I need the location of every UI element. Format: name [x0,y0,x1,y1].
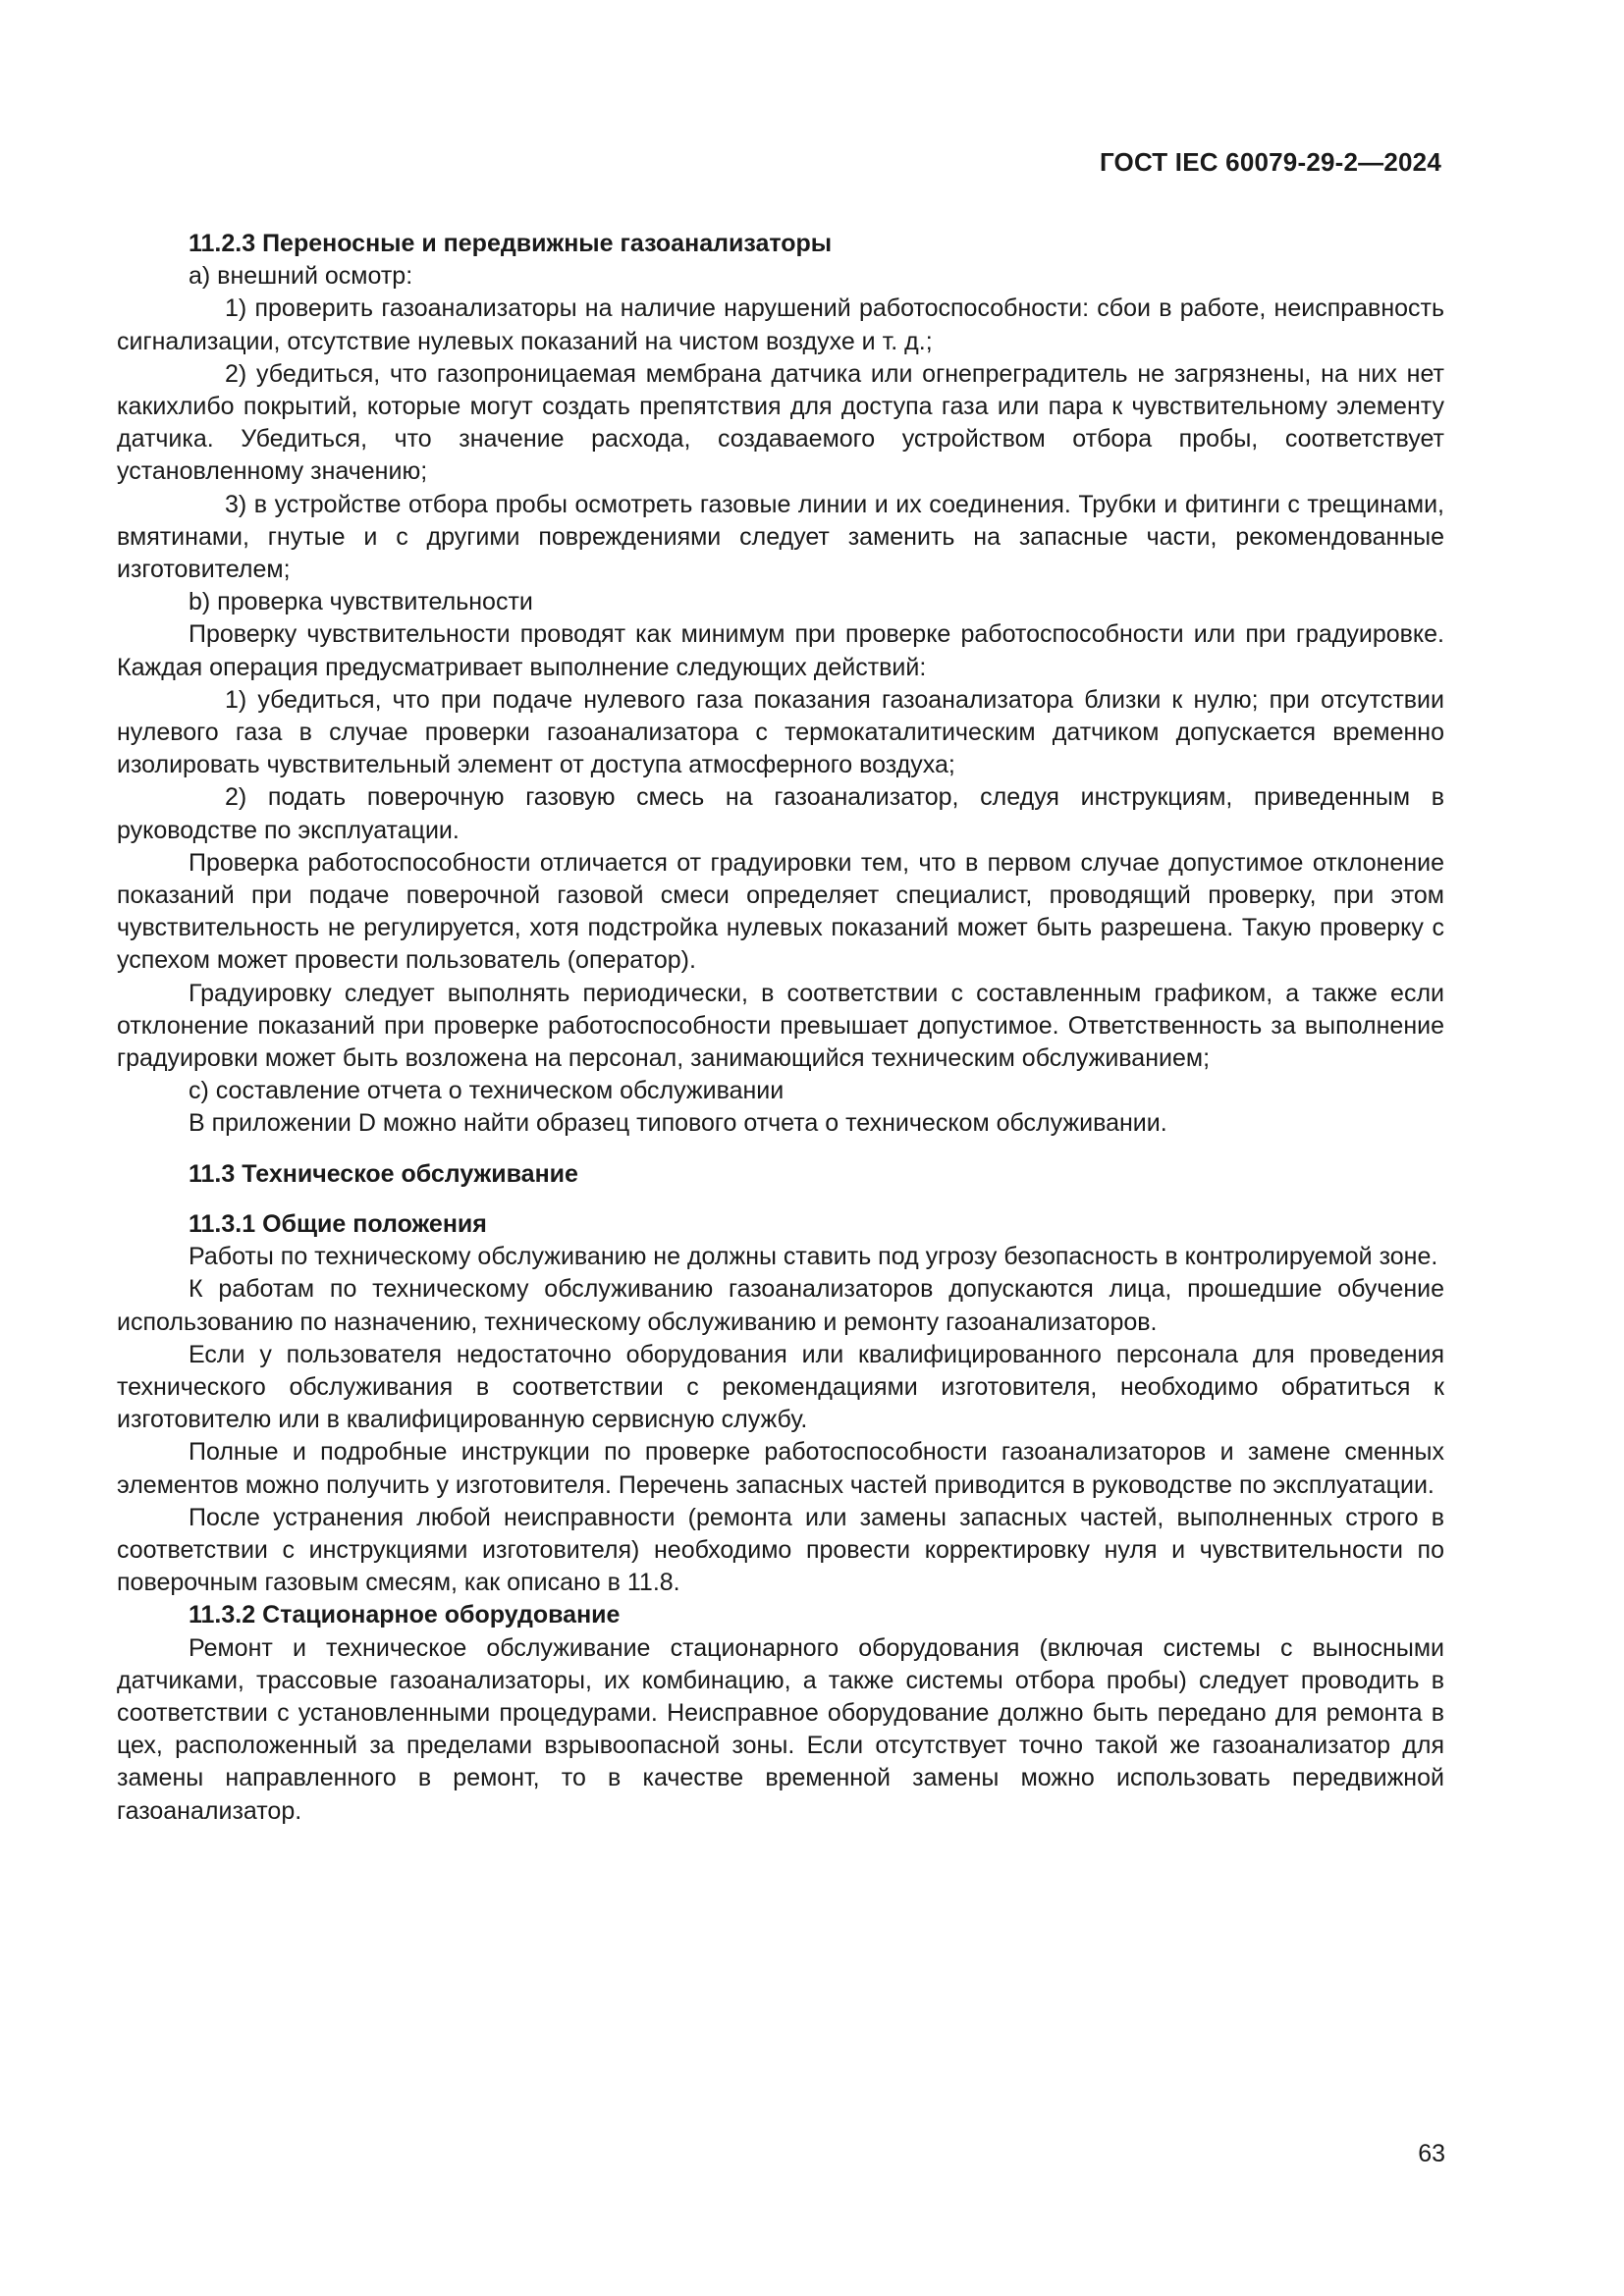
paragraph: Градуировку следует выполнять периодически, в соответствии с составленным графиком, а также если отклонение показаний при проверке работоспособности превышает допустимое. Ответственность за выполнение градуировки может быть возложена на персонал, занимающийся техническим обслуживанием; [117,979,1444,1073]
list-subitem-a2: 2) убедиться, что газопроницаемая мембрана датчика или огнепреградитель не загрязнены, на них нет какихлибо покрытий, которые могут создать препятствия для доступа газа или пара к чувствительному элементу датчика. Убедиться, что значение расхода, создаваемого устройством отбора пробы, соответствует установленному значению; [117,359,1444,486]
list-item-a: а) внешний осмотр: [189,262,413,291]
section-heading-11-2-3: 11.2.3 Переносные и передвижные газоанализаторы [189,230,833,257]
list-subitem-b1: 1) убедиться, что при подаче нулевого газа показания газоанализатора близки к нулю; при отсутствии нулевого газа в случае проверки газоанализатора с термокаталитическим датчиком допускается временно изолировать чувствительный элемент от доступа атмосферного воздуха; [117,685,1444,779]
standard-code-header: ГОСТ IEC 60079-29-2—2024 [1099,147,1441,177]
list-item-c: с) составление отчета о техническом обслуживании [189,1077,785,1105]
section-heading-11-3-2: 11.3.2 Стационарное оборудование [189,1601,621,1629]
list-subitem-b2: 2) подать поверочную газовую смесь на газоанализатор, следуя инструкциям, приведенным в руководстве по эксплуатации. [117,783,1444,844]
document-body [117,228,1444,1828]
section-heading-11-3-1: 11.3.1 Общие положения [189,1209,487,1238]
paragraph: К работам по техническому обслуживанию газоанализаторов допускаются лица, прошедшие обучение использованию по назначению, техническому обслуживанию и ремонту газоанализаторов. [117,1275,1444,1336]
list-subitem-a1: 1) проверить газоанализаторы на наличие нарушений работоспособности: сбои в работе, неисправность сигнализации, отсутствие нулевых показаний на чистом воздухе и т. д.; [117,294,1444,355]
paragraph: Проверка работоспособности отличается от градуировки тем, что в первом случае допустимое отклонение показаний при подаче поверочной газовой смеси определяет специалист, проводящий проверку, при этом чувствительность не регулируется, хотя подстройка нулевых показаний может быть разрешена. Такую проверку с успехом может провести пользователь (оператор). [117,848,1444,975]
paragraph: Ремонт и техническое обслуживание стационарного оборудования (включая системы с выносными датчиками, трассовые газоанализаторы, их комбинацию, а также системы отбора пробы) следует проводить в соответствии с установленными процедурами. Неисправное оборудование должно быть передано для ремонта в цех, расположенный за пределами взрывоопасной зоны. Если отсутствует точно такой же газоанализатор для замены направленного в ремонт, то в качестве временной замены можно использовать передвижной газоанализатор. [117,1633,1444,1825]
paragraph: Проверку чувствительности проводят как минимум при проверке работоспособности или при градуировке. Каждая операция предусматривает выполнение следующих действий: [117,620,1444,681]
list-item-b: b) проверка чувствительности [189,588,533,616]
paragraph: Если у пользователя недостаточно оборудования или квалифицированного персонала для проведения технического обслуживания в соответствии с рекомендациями изготовителя, необходимо обратиться к изготовителю или в квалифицированную сервисную службу. [117,1340,1444,1434]
paragraph: Полные и подробные инструкции по проверке работоспособности газоанализаторов и замене сменных элементов можно получить у изготовителя. Перечень запасных частей приводится в руководстве по эксплуатации. [117,1438,1444,1499]
page-number: 63 [1418,2140,1445,2167]
paragraph: После устранения любой неисправности (ремонта или замены запасных частей, выполненных строго в соответствии с инструкциями изготовителя) необходимо провести корректировку нуля и чувствительности по поверочным газовым смесям, как описано в 11.8. [117,1503,1444,1597]
list-subitem-a3: 3) в устройстве отбора пробы осмотреть газовые линии и их соединения. Трубки и фитинги с трещинами, вмятинами, гнутые и с другими повреждениями следует заменить на запасные части, рекомендованные изготовителем; [117,490,1444,584]
paragraph: Работы по техническому обслуживанию не должны ставить под угрозу безопасность в контролируемой зоне. [189,1243,1438,1271]
paragraph: В приложении D можно найти образец типового отчета о техническом обслуживании. [189,1109,1167,1138]
section-heading-11-3: 11.3 Техническое обслуживание [189,1159,578,1188]
